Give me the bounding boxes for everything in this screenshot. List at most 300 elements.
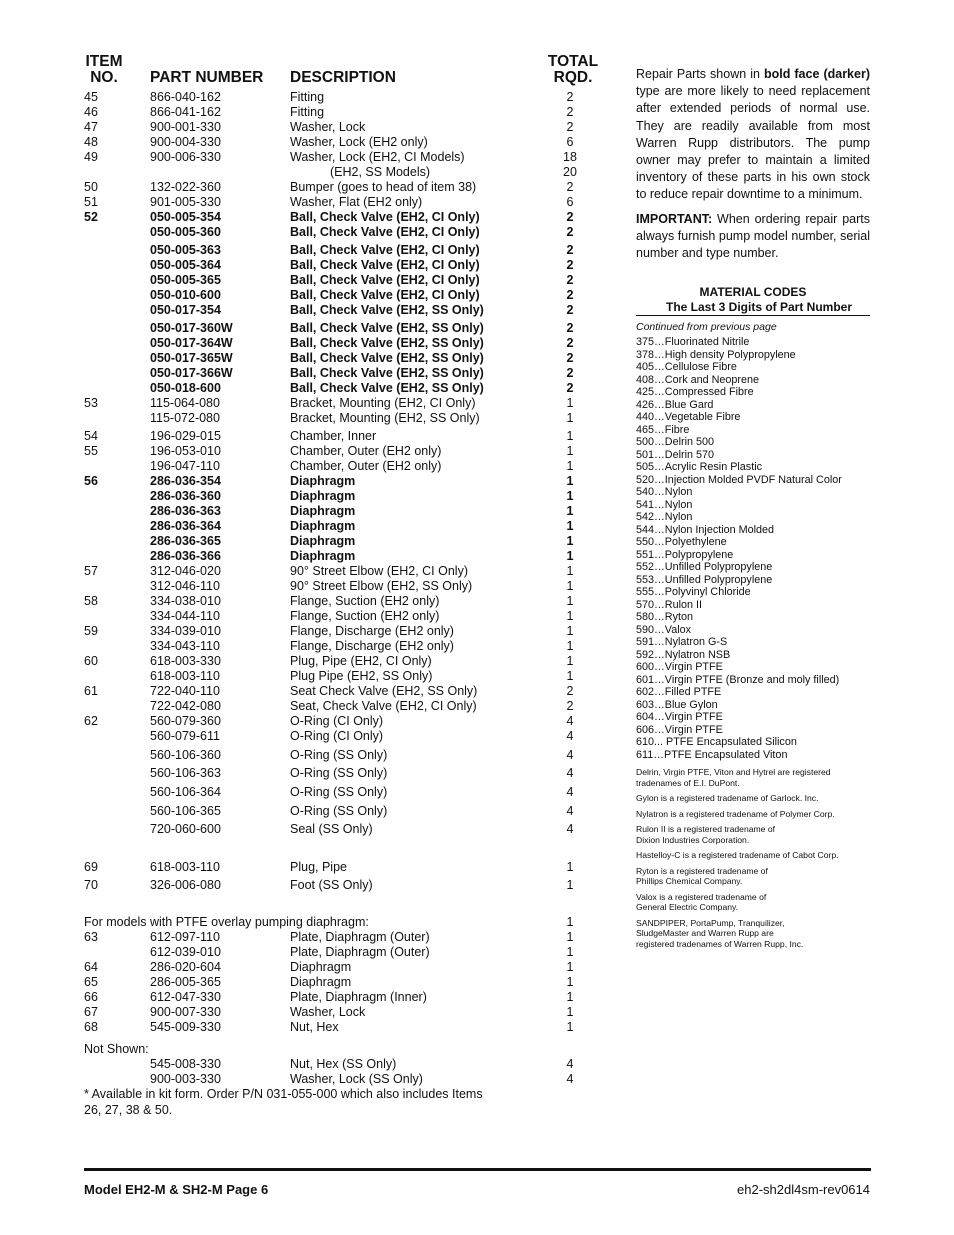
parts-row [84,1005,604,1020]
material-codes [636,284,870,954]
part-number: 312-046-020 [150,564,221,578]
quantity-required: 4 [566,729,574,743]
item-number: 65 [84,975,98,989]
parts-row [84,90,604,105]
parts-row [84,381,604,396]
trademark-note: Delrin, Virgin PTFE, Viton and Hytrel are registered tradenames of E.I. DuPont. [636,767,831,788]
quantity-required: 1 [566,945,574,959]
item-number: 54 [84,429,98,443]
part-description: Plug, Pipe (EH2, CI Only) [290,654,432,668]
part-number: 050-005-364 [150,258,221,272]
header-part-number: PART NUMBER [150,69,264,86]
material-code-item: 465…Fibre [636,423,690,436]
part-number: 866-040-162 [150,90,221,104]
part-number: 312-046-110 [150,579,220,593]
part-description: 90° Street Elbow (EH2, CI Only) [290,564,468,578]
trademark-note: SANDPIPER, PortaPump, Tranquilizer, SludgeMaster and Warren Rupp are registered tradenames of Warren Rupp, Inc. [636,917,804,949]
parts-note-text: For models with PTFE overlay pumping diaphragm: [84,915,369,929]
parts-row [84,654,604,669]
quantity-required: 2 [566,336,574,350]
parts-row [84,534,604,549]
parts-row [84,639,604,654]
part-number: 722-040-110 [150,684,220,698]
material-code-item: 601…Virgin PTFE (Bronze and moly filled) [636,673,840,686]
part-description: O-Ring (CI Only) [290,729,384,743]
part-description: Diaphragm [290,549,356,563]
parts-row [84,579,604,594]
quantity-required: 1 [566,669,574,683]
parts-row [84,105,604,120]
item-number: 48 [84,135,98,149]
note-bold-text: bold face (darker) [763,67,870,81]
part-description: Washer, Flat (EH2 only) [290,195,423,209]
part-number: 286-020-604 [150,960,221,974]
item-number: 60 [84,654,98,668]
quantity-required: 1 [566,474,574,488]
part-number: 050-005-363 [150,243,221,257]
part-description: Chamber, Inner [290,429,377,443]
material-code-item: 600…Virgin PTFE [636,661,723,673]
quantity-required: 18 [563,150,577,164]
part-number: 618-003-110 [150,669,220,683]
parts-row [84,1103,604,1118]
part-number: 560-079-360 [150,714,221,728]
item-number: 67 [84,1005,98,1019]
quantity-required: 2 [566,366,574,380]
item-number: 70 [84,878,98,892]
quantity-required: 4 [566,785,574,799]
header-item-line1: ITEM [85,53,123,70]
item-number: 63 [84,930,98,944]
material-code-item: 606…Virgin PTFE [636,723,723,736]
material-code-item: 375…Fluorinated Nitrile [636,336,750,348]
material-code-item: 500…Delrin 500 [636,436,715,448]
parts-row [84,1042,604,1057]
item-number: 68 [84,1020,98,1034]
part-description: Flange, Suction (EH2 only) [290,594,440,608]
note-text: Repair Parts shown in [636,67,764,81]
material-code-item: 501…Delrin 570 [636,448,715,461]
parts-row [84,785,604,800]
quantity-required: 1 [566,609,574,623]
part-number: 900-006-330 [150,150,221,164]
part-description: Seat Check Valve (EH2, SS Only) [290,684,478,698]
part-number: 545-008-330 [150,1057,221,1071]
material-code-item: 540…Nylon [636,486,693,498]
parts-row [84,729,604,744]
footer-rule [84,1168,871,1171]
item-number: 56 [84,474,98,488]
parts-row [84,489,604,504]
part-number: 050-005-360 [150,225,221,239]
quantity-required: 1 [566,990,574,1004]
parts-row [84,210,604,225]
parts-row [84,411,604,426]
item-number: 51 [84,195,98,209]
quantity-required: 2 [566,684,574,698]
parts-row [84,519,604,534]
part-description: Plate, Diaphragm (Outer) [290,930,430,944]
material-code-item: 505…Acrylic Resin Plastic [636,461,763,473]
material-code-item: 555…Polyvinyl Chloride [636,586,751,598]
quantity-required: 1 [566,564,574,578]
part-description: Flange, Suction (EH2 only) [290,609,440,623]
part-description: (EH2, SS Models) [330,165,431,179]
material-code-item: 544…Nylon Injection Molded [636,523,775,536]
quantity-required: 20 [563,165,577,179]
parts-note-text: Not Shown: [84,1042,149,1056]
quantity-required: 1 [566,549,574,563]
part-number: 618-003-330 [150,654,221,668]
material-code-item: 425…Compressed Fibre [636,386,754,398]
part-description: Ball, Check Valve (EH2, SS Only) [290,366,484,380]
item-number: 64 [84,960,98,974]
quantity-required: 2 [566,180,574,194]
part-number: 866-041-162 [150,105,221,119]
footer-model-page: Model EH2-M & SH2-M Page 6 [84,1182,269,1197]
part-description: Diaphragm [290,960,352,974]
quantity-required: 4 [566,822,574,836]
quantity-required: 2 [566,303,574,317]
part-number: 334-043-110 [150,639,220,653]
parts-row [84,699,604,714]
part-number: 286-036-360 [150,489,221,503]
parts-row [84,915,604,930]
part-number: 196-053-010 [150,444,221,458]
quantity-required: 4 [566,1072,574,1086]
quantity-required: 2 [566,258,574,272]
part-description: Nut, Hex (SS Only) [290,1057,397,1071]
part-number: 286-036-366 [150,549,221,563]
material-code-item: 602…Filled PTFE [636,686,722,698]
parts-row [84,766,604,781]
part-description: Flange, Discharge (EH2 only) [290,624,454,638]
parts-row [84,804,604,819]
part-description: Ball, Check Valve (EH2, SS Only) [290,351,484,365]
part-number: 050-017-360W [150,321,233,335]
material-code-item: 592…Nylatron NSB [636,648,731,661]
part-description: Plug Pipe (EH2, SS Only) [290,669,433,683]
quantity-required: 1 [566,444,574,458]
part-description: Washer, Lock [290,1005,366,1019]
quantity-required: 2 [566,90,574,104]
parts-note-text: * Available in kit form. Order P/N 031-055-000 which also includes Items [84,1087,483,1101]
part-number: 050-017-364W [150,336,233,350]
part-description: Flange, Discharge (EH2 only) [290,639,454,653]
quantity-required: 1 [566,411,574,425]
quantity-required: 1 [566,579,574,593]
part-description: Diaphragm [290,519,356,533]
parts-row [84,474,604,489]
part-number: 560-106-364 [150,785,221,799]
trademark-note: Rulon II is a registered tradename of Dixion Industries Corporation. [636,824,776,845]
parts-row [84,243,604,258]
trademark-note: Hastelloy-C is a registered tradename of Cabot Corp. [636,850,839,860]
part-number: 900-004-330 [150,135,221,149]
quantity-required: 1 [566,624,574,638]
parts-row [84,351,604,366]
important-label: IMPORTANT: [636,211,713,226]
parts-row [84,165,604,180]
part-number: 560-106-363 [150,766,221,780]
header-qty-line1: TOTAL [547,53,599,70]
part-description: Plate, Diaphragm (Inner) [290,990,427,1004]
item-number: 49 [84,150,98,164]
part-number: 560-106-365 [150,804,221,818]
parts-row [84,748,604,763]
parts-row [84,975,604,990]
part-number: 722-042-080 [150,699,221,713]
parts-row [84,321,604,336]
quantity-required: 1 [566,960,574,974]
parts-row [84,1020,604,1035]
item-number: 66 [84,990,98,1004]
quantity-required: 2 [566,105,574,119]
material-code-item: 405…Cellulose Fibre [636,361,737,373]
note-text: type are more likely to need replacement after extended periods of normal use. They are readily available from most Warren Rupp distributors. The pump owner may prefer to maintain a limited inventory of these parts in his own stock to reduce repair downtime to a minimum. [636,84,870,202]
quantity-required: 2 [566,351,574,365]
material-code-item: 541…Nylon [636,498,693,511]
quantity-required: 4 [566,766,574,780]
part-description: Nut, Hex [290,1020,339,1034]
part-description: Seal (SS Only) [290,822,373,836]
part-description: Bracket, Mounting (EH2, SS Only) [290,411,480,425]
part-description: Ball, Check Valve (EH2, CI Only) [290,273,480,287]
material-code-item: 591…Nylatron G-S [636,636,728,648]
parts-row [84,549,604,564]
part-number: 050-017-366W [150,366,233,380]
item-number: 47 [84,120,98,134]
part-description: Washer, Lock (EH2, CI Models) [290,150,465,164]
parts-row [84,180,604,195]
parts-row [84,960,604,975]
part-number: 900-001-330 [150,120,221,134]
parts-row [84,258,604,273]
item-number: 59 [84,624,98,638]
part-description: Ball, Check Valve (EH2, CI Only) [290,258,480,272]
part-description: Ball, Check Valve (EH2, SS Only) [290,336,484,350]
quantity-required: 1 [566,489,574,503]
part-number: 334-039-010 [150,624,221,638]
header-item-no [84,54,124,86]
part-description: Diaphragm [290,975,352,989]
part-number: 612-047-330 [150,990,221,1004]
quantity-required: 1 [566,504,574,518]
trademark-notes [636,767,870,949]
quantity-required: 2 [566,243,574,257]
parts-row [84,990,604,1005]
material-code-item: 604…Virgin PTFE [636,711,723,723]
parts-row [84,336,604,351]
material-code-item: 590…Valox [636,623,692,636]
part-number: 901-005-330 [150,195,221,209]
part-description: Fitting [290,90,325,104]
quantity-required: 1 [566,534,574,548]
part-description: Ball, Check Valve (EH2, CI Only) [290,225,480,239]
parts-row [84,945,604,960]
material-code-item: 426…Blue Gard [636,398,714,411]
item-number: 55 [84,444,98,458]
trademark-note: Valox is a registered tradename of General Electric Company. [636,891,767,912]
part-number: 115-072-080 [150,411,220,425]
material-code-item: 378…High density Polypropylene [636,348,796,361]
trademark-note: Gylon is a registered tradename of Garlock. Inc. [636,793,819,803]
quantity-required: 4 [566,748,574,762]
material-codes-continued: Continued from previous page [636,321,777,333]
parts-row [84,303,604,318]
material-code-item: 580…Ryton [636,611,694,623]
header-qty-line2: RQD. [553,69,593,86]
quantity-required: 2 [566,321,574,335]
part-description: Ball, Check Valve (EH2, CI Only) [290,288,480,302]
part-description: Diaphragm [290,504,356,518]
trademark-note: Nylatron is a registered tradename of Polymer Corp. [636,808,835,819]
quantity-required: 1 [566,594,574,608]
part-number: 050-010-600 [150,288,221,302]
material-code-item: 551…Polypropylene [636,548,734,561]
parts-row [84,1087,604,1102]
parts-row [84,594,604,609]
quantity-required: 4 [566,1057,574,1071]
part-number: 618-003-110 [150,860,220,874]
part-number: 196-029-015 [150,429,221,443]
part-number: 115-064-080 [150,396,220,410]
part-number: 286-036-365 [150,534,221,548]
part-number: 900-003-330 [150,1072,221,1086]
part-number: 050-005-365 [150,273,221,287]
material-code-item: 520…Injection Molded PVDF Natural Color [636,473,842,486]
parts-row [84,459,604,474]
part-description: Washer, Lock (SS Only) [290,1072,423,1086]
material-code-item: 542…Nylon [636,511,693,523]
part-description: Fitting [290,105,325,119]
part-number: 286-036-354 [150,474,221,488]
parts-row [84,120,604,135]
part-number: 196-047-110 [150,459,220,473]
part-number: 560-079-611 [150,729,220,743]
item-number: 58 [84,594,98,608]
parts-row [84,684,604,699]
parts-row [84,564,604,579]
item-number: 50 [84,180,98,194]
part-number: 334-044-110 [150,609,220,623]
quantity-required: 1 [566,878,574,892]
repair-note-paragraph [636,66,870,204]
quantity-required: 6 [566,135,574,149]
quantity-required: 1 [566,639,574,653]
part-description: O-Ring (SS Only) [290,748,388,762]
parts-row [84,273,604,288]
part-description: Ball, Check Valve (EH2, CI Only) [290,243,480,257]
part-description: Plate, Diaphragm (Outer) [290,945,430,959]
part-number: 334-038-010 [150,594,221,608]
part-description: Washer, Lock [290,120,366,134]
part-description: Plug, Pipe [290,860,347,874]
part-number: 326-006-080 [150,878,221,892]
part-description: O-Ring (SS Only) [290,766,388,780]
parts-row [84,366,604,381]
parts-row [84,225,604,240]
part-description: Ball, Check Valve (EH2, SS Only) [290,381,484,395]
quantity-required: 2 [566,381,574,395]
quantity-required: 2 [566,120,574,134]
part-number: 720-060-600 [150,822,221,836]
item-number: 62 [84,714,98,728]
parts-row [84,135,604,150]
parts-row [84,860,604,875]
quantity-required: 1 [566,396,574,410]
quantity-required: 4 [566,804,574,818]
material-code-item: 440…Vegetable Fibre [636,411,741,423]
material-code-item: 552…Unfilled Polypropylene [636,561,773,573]
material-code-list [636,336,870,761]
material-codes-title: MATERIAL CODES [699,285,807,299]
part-description: Chamber, Outer (EH2 only) [290,459,442,473]
parts-row [84,1072,604,1087]
quantity-required: 1 [566,860,574,874]
part-description: Washer, Lock (EH2 only) [290,135,428,149]
trademark-note: Ryton is a registered tradename of Phillips Chemical Company. [636,865,768,886]
quantity-required: 1 [566,429,574,443]
quantity-required: 1 [566,654,574,668]
part-description: 90° Street Elbow (EH2, SS Only) [290,579,473,593]
part-number: 286-005-365 [150,975,221,989]
material-code-item: 570…Rulon II [636,598,703,611]
material-codes-subtitle: The Last 3 Digits of Part Number [636,300,870,316]
item-number: 45 [84,90,98,104]
quantity-required: 1 [566,915,574,929]
repair-notes [636,66,870,269]
material-code-item: 550…Polyethylene [636,536,727,548]
part-description: Seat, Check Valve (EH2, CI Only) [290,699,477,713]
parts-row [84,609,604,624]
footer-doc-code: eh2-sh2dl4sm-rev0614 [737,1182,870,1197]
part-number: 612-039-010 [150,945,221,959]
material-code-item: 603…Blue Gylon [636,698,718,711]
header-item-line2: NO. [90,69,118,86]
part-description: O-Ring (CI Only) [290,714,384,728]
part-number: 050-017-354 [150,303,221,317]
part-description: Bumper (goes to head of item 38) [290,180,477,194]
quantity-required: 1 [566,930,574,944]
material-code-item: 408…Cork and Neoprene [636,373,760,386]
part-description: Diaphragm [290,474,356,488]
parts-row [84,930,604,945]
quantity-required: 1 [566,1005,574,1019]
important-text: When ordering repair parts always furnish pump model number, serial number and type number. [636,211,870,261]
part-description: O-Ring (SS Only) [290,785,388,799]
parts-row [84,396,604,411]
quantity-required: 1 [566,975,574,989]
parts-row [84,878,604,893]
parts-row [84,504,604,519]
parts-row [84,822,604,837]
parts-row [84,1057,604,1072]
item-number: 61 [84,684,98,698]
part-description: Bracket, Mounting (EH2, CI Only) [290,396,476,410]
part-number: 050-017-365W [150,351,233,365]
parts-row [84,444,604,459]
quantity-required: 1 [566,519,574,533]
quantity-required: 2 [566,699,574,713]
part-description: Diaphragm [290,534,356,548]
part-number: 050-018-600 [150,381,221,395]
quantity-required: 2 [566,225,574,239]
important-note-paragraph [636,211,870,263]
parts-row [84,669,604,684]
part-number: 286-036-364 [150,519,221,533]
part-description: Ball, Check Valve (EH2, SS Only) [290,321,484,335]
